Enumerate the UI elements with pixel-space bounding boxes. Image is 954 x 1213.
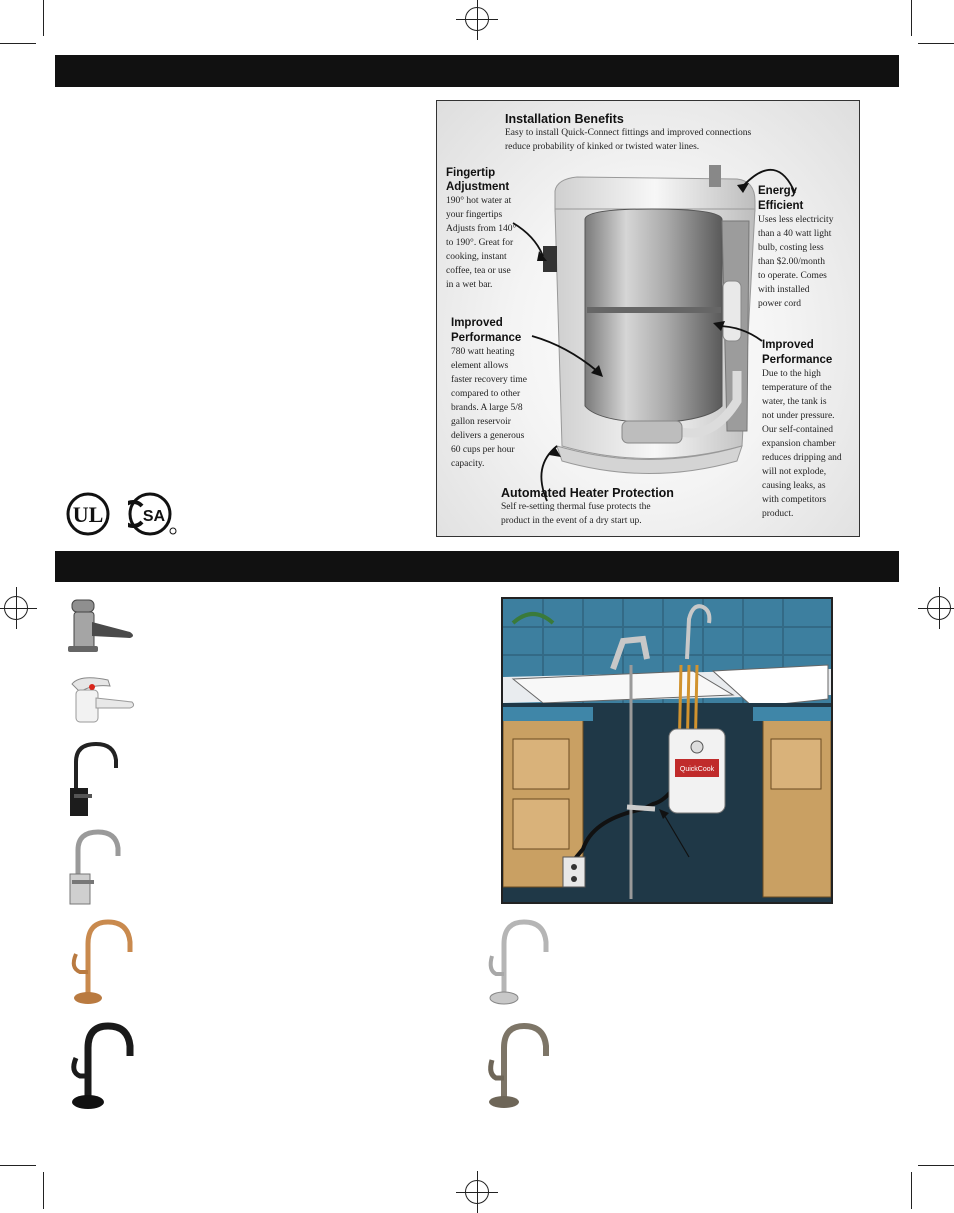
faucet-thumbnail-chrome-lever [66,596,138,654]
energy-efficient-line: with installed [758,285,810,295]
installation-benefits-line: Easy to install Quick-Connect fittings and improved connections [505,128,752,138]
improved-performance-left-title: Performance [451,332,522,344]
faucet-thumbnail-chrome-gooseneck [66,826,126,906]
fingertip-adjustment-title: Adjustment [446,181,510,193]
svg-text:QuickCook: QuickCook [679,766,715,773]
installation-benefits-line: reduce probability of kinked or twisted water lines. [505,142,700,152]
improved-performance-right-line: not under pressure. [762,411,835,421]
energy-efficient-line: Uses less electricity [758,215,834,225]
crop-mark [0,1165,36,1166]
improved-performance-left-line: gallon reservoir [451,417,511,427]
registration-mark [465,7,489,31]
fingertip-adjustment-line: cooking, instant [446,252,507,262]
registration-mark [4,596,28,620]
fingertip-adjustment-line: to 190°. Great for [446,238,514,248]
improved-performance-right-line: Our self-contained [762,425,833,435]
faucet-thumbnail-black-bronze-gooseneck [66,1020,136,1110]
fingertip-adjustment-line: coffee, tea or use [446,266,511,276]
improved-performance-right-line: water, the tank is [762,397,827,407]
energy-efficient-line: bulb, costing less [758,243,824,253]
energy-efficient-title: Efficient [758,200,804,212]
energy-efficient-line: than a 40 watt light [758,229,832,239]
under-sink-installation-illustration [501,597,833,904]
fingertip-adjustment-line: Adjusts from 140° [446,224,517,234]
crop-mark [43,1172,44,1209]
improved-performance-right-line: causing leaks, as [762,481,826,491]
improved-performance-right-line: will not explode, [762,467,827,477]
energy-efficient-line: to operate. Comes [758,271,827,281]
improved-performance-left-line: brands. A large 5/8 [451,403,523,413]
improved-performance-left-line: delivers a generous [451,431,525,441]
energy-efficient-line: than $2.00/month [758,257,826,267]
automated-heater-protection-line: product in the event of a dry start up. [501,516,642,526]
improved-performance-right-line: product. [762,509,794,519]
improved-performance-right-line: with competitors [762,495,827,505]
improved-performance-right-line: Due to the high [762,369,821,379]
faucet-thumbnail-white-lever [66,672,138,724]
improved-performance-right-title: Performance [762,354,833,366]
crop-mark [911,0,912,36]
installation-benefits-title: Installation Benefits [505,112,624,126]
improved-performance-left-line: 60 cups per hour [451,445,515,455]
crop-mark [911,1172,912,1209]
improved-performance-left-line: capacity. [451,459,485,469]
automated-heater-protection-title: Automated Heater Protection [501,486,674,500]
crop-mark [918,1165,954,1166]
faucet-thumbnail-black-gooseneck [66,738,126,818]
improved-performance-right-title: Improved [762,339,814,351]
faucet-thumbnail-brushed-nickel-gooseneck [484,1020,554,1110]
crop-mark [0,43,36,44]
fingertip-adjustment-line: 190° hot water at [446,196,512,206]
improved-performance-left-line: compared to other [451,389,521,399]
improved-performance-left-title: Improved [451,317,503,329]
ul-certification-logo [66,492,110,536]
svg-text:SA: SA [142,508,166,525]
automated-heater-protection-line: Self re-setting thermal fuse protects the [501,502,651,512]
section-header-bar-middle [55,551,899,582]
faucet-thumbnail-copper-gooseneck [66,916,136,1006]
improved-performance-left-line: 780 watt heating [451,347,515,357]
faucet-thumbnail-satin-gooseneck [484,916,554,1006]
improved-performance-right-line: temperature of the [762,383,832,393]
energy-efficient-title: Energy [758,185,797,197]
fingertip-adjustment-line: in a wet bar. [446,280,493,290]
improved-performance-left-line: element allows [451,361,509,371]
crop-mark [43,0,44,36]
heater-cutaway-diagram [436,100,860,537]
improved-performance-left-line: faster recovery time [451,375,527,385]
svg-text:UL: UL [72,502,104,527]
fingertip-adjustment-line: your fingertips [446,210,503,220]
improved-performance-right-line: reduces dripping and [762,453,842,463]
registration-mark [927,596,951,620]
csa-certification-logo [128,492,178,536]
section-header-bar-top [55,55,899,87]
fingertip-adjustment-title: Fingertip [446,167,496,179]
energy-efficient-line: power cord [758,299,801,309]
crop-mark [918,43,954,44]
registration-mark [465,1180,489,1204]
improved-performance-right-line: expansion chamber [762,439,836,449]
